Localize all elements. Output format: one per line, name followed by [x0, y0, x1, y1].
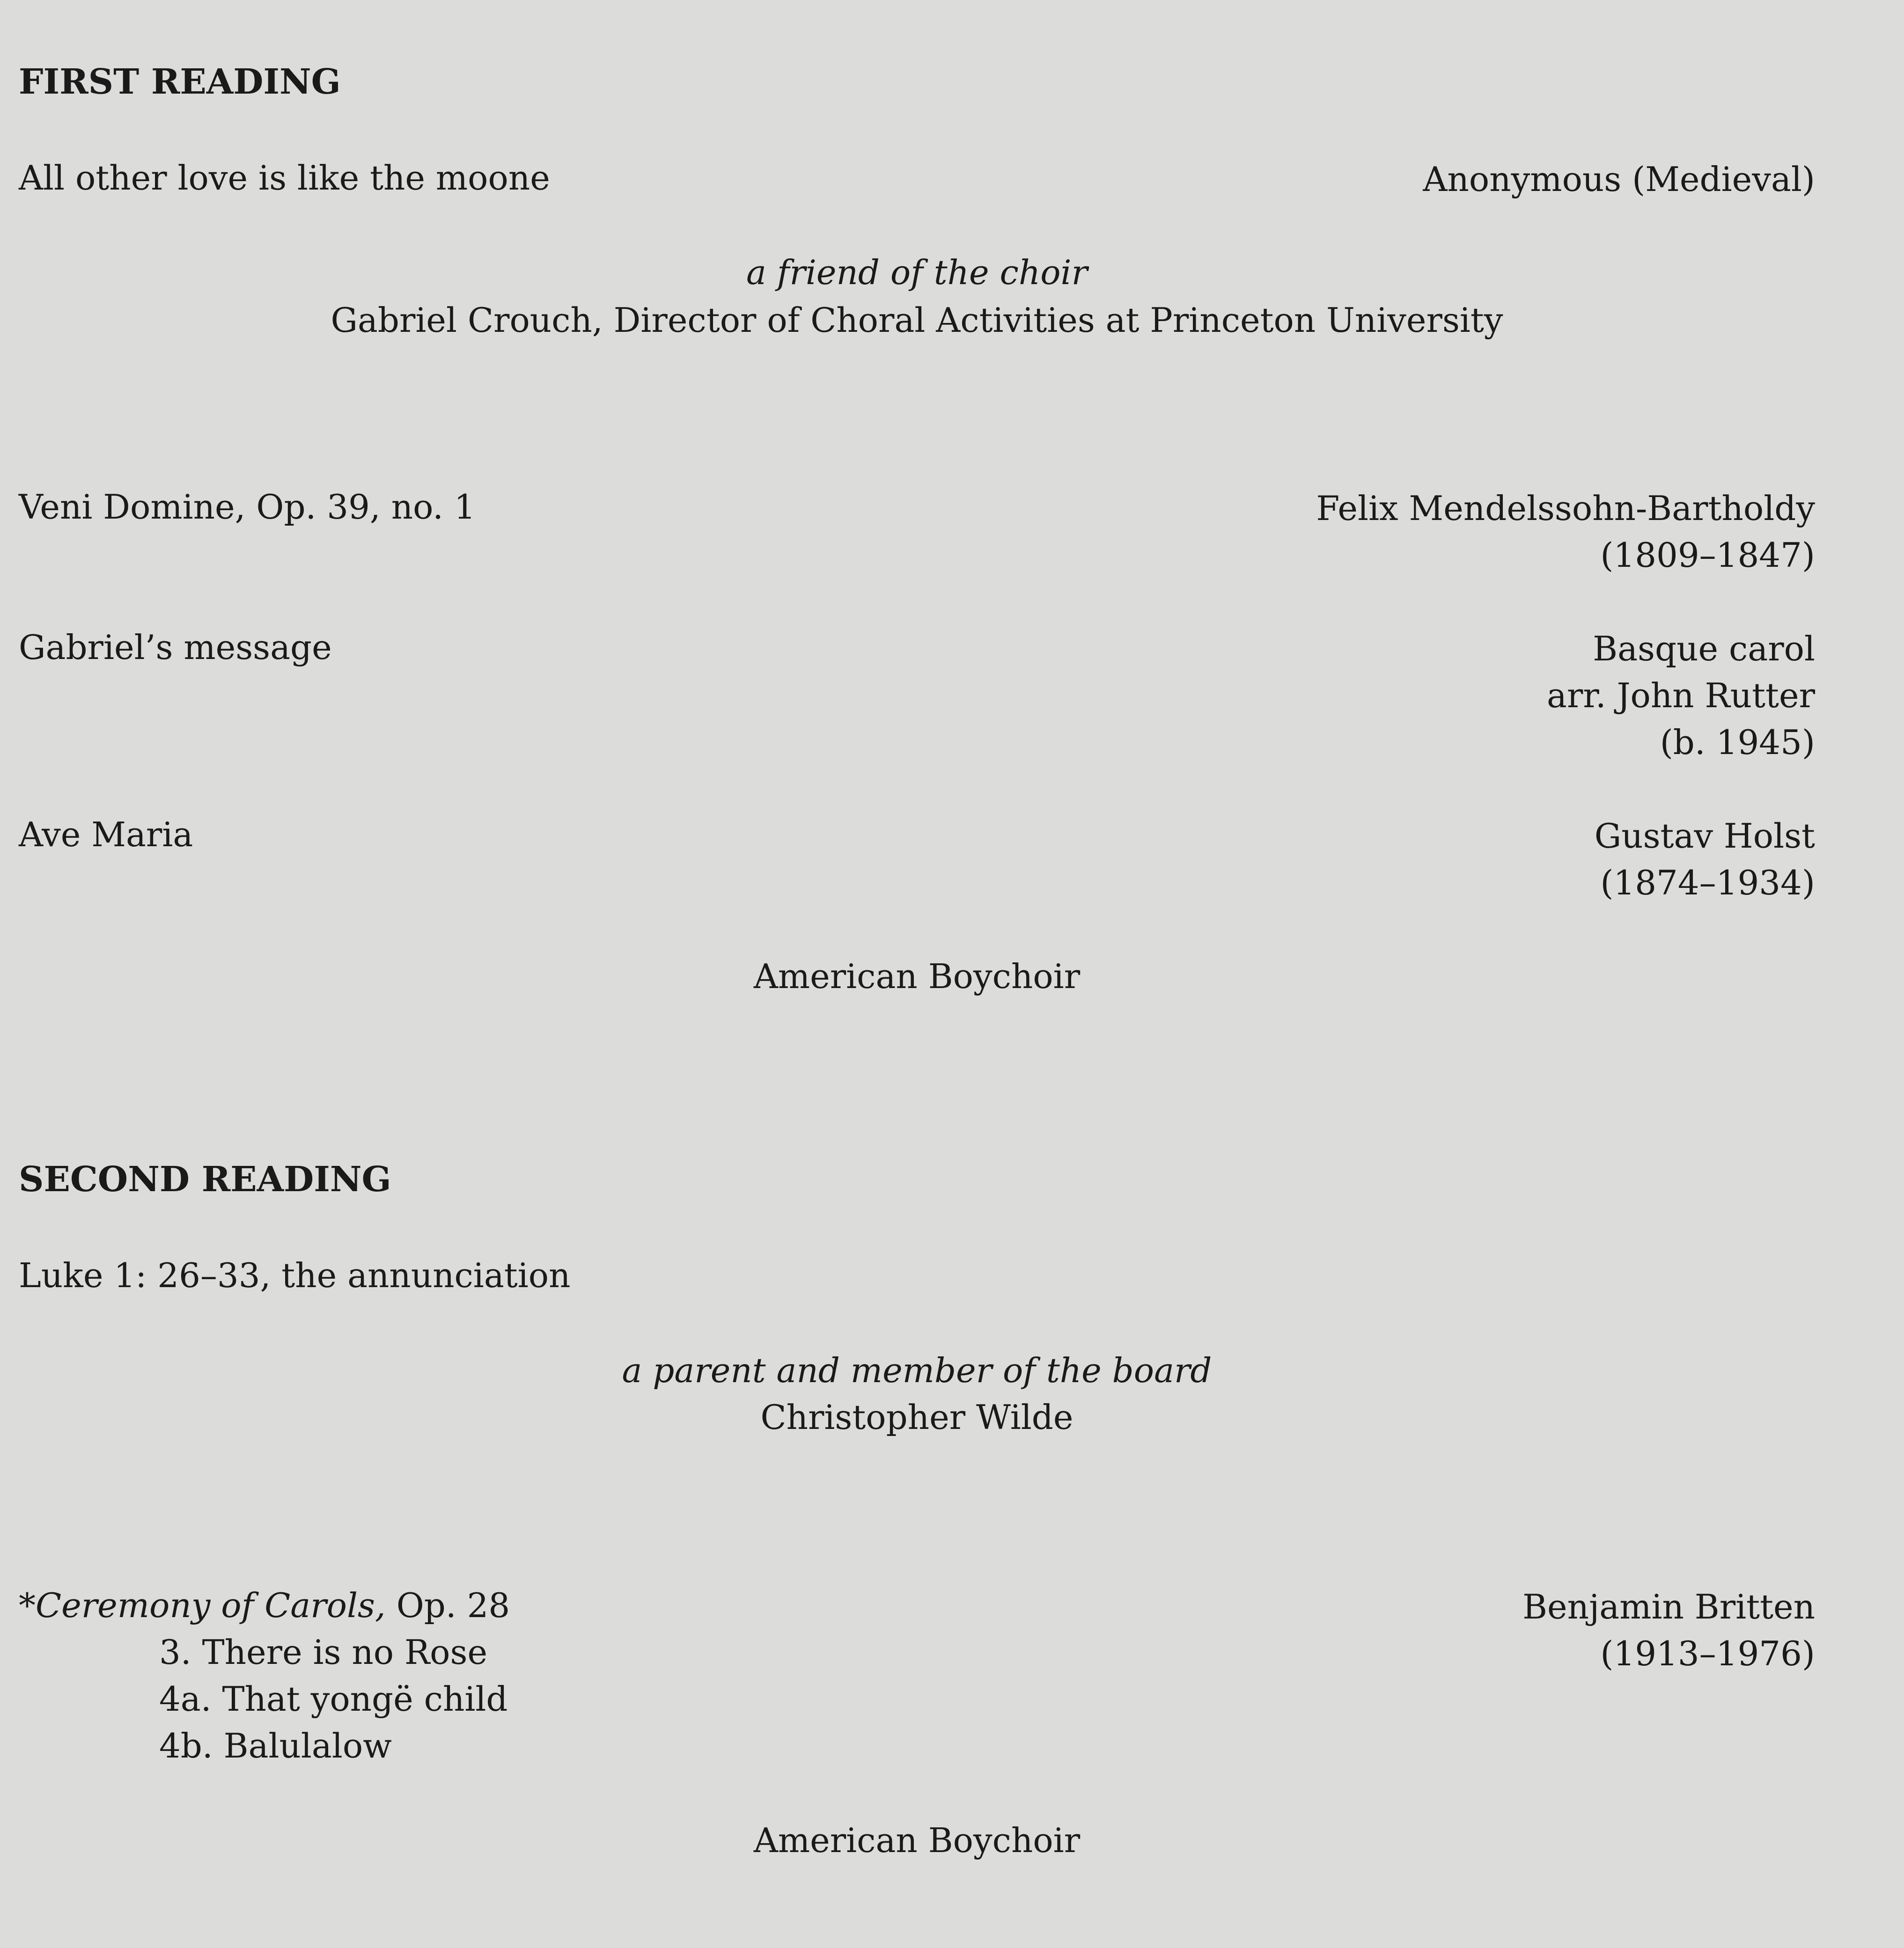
first-reading-heading: FIRST READING: [19, 62, 341, 102]
piece-composer: Felix Mendelssohn-Bartholdy: [1316, 489, 1815, 528]
ceremony-movement: 4b. Balulalow: [159, 1726, 392, 1765]
ceremony-movement: 4a. That yongë child: [159, 1679, 508, 1719]
ceremony-title-line: [19, 1582, 510, 1629]
piece-composer-dates: (1874–1934): [1600, 863, 1815, 902]
performer: American Boychoir: [753, 957, 1081, 996]
piece-composer-dates: (b. 1945): [1660, 723, 1815, 762]
first-reader-role: a friend of the choir: [746, 253, 1088, 292]
piece-composer: Gustav Holst: [1594, 816, 1815, 856]
piece-title: Gabriel’s message: [19, 628, 332, 667]
ceremony-movement: 3. There is no Rose: [159, 1633, 488, 1672]
piece-composer: Basque carol: [1593, 629, 1815, 668]
piece-title: Ave Maria: [19, 815, 193, 854]
ceremony-asterisk: *: [19, 1586, 36, 1625]
second-reading-title: Luke 1: 26–33, the annunciation: [19, 1256, 571, 1295]
ceremony-composer-dates: (1913–1976): [1600, 1634, 1815, 1673]
ceremony-opus: Op. 28: [385, 1586, 510, 1625]
piece-arranger: arr. John Rutter: [1547, 676, 1815, 715]
first-reading-title: All other love is like the moone: [19, 158, 550, 198]
first-reader-name: Gabriel Crouch, Director of Choral Activities at Princeton University: [331, 300, 1503, 340]
second-reader-role: a parent and member of the board: [622, 1351, 1212, 1390]
piece-composer-dates: (1809–1847): [1600, 535, 1815, 575]
second-reading-heading: SECOND READING: [19, 1159, 391, 1200]
first-reading-author: Anonymous (Medieval): [1423, 160, 1815, 199]
second-reader-name: Christopher Wilde: [760, 1398, 1073, 1437]
ceremony-composer: Benjamin Britten: [1522, 1587, 1815, 1626]
ceremony-title: Ceremony of Carols,: [36, 1586, 386, 1625]
performer: American Boychoir: [753, 1821, 1081, 1860]
piece-title: Veni Domine, Op. 39, no. 1: [19, 487, 476, 527]
